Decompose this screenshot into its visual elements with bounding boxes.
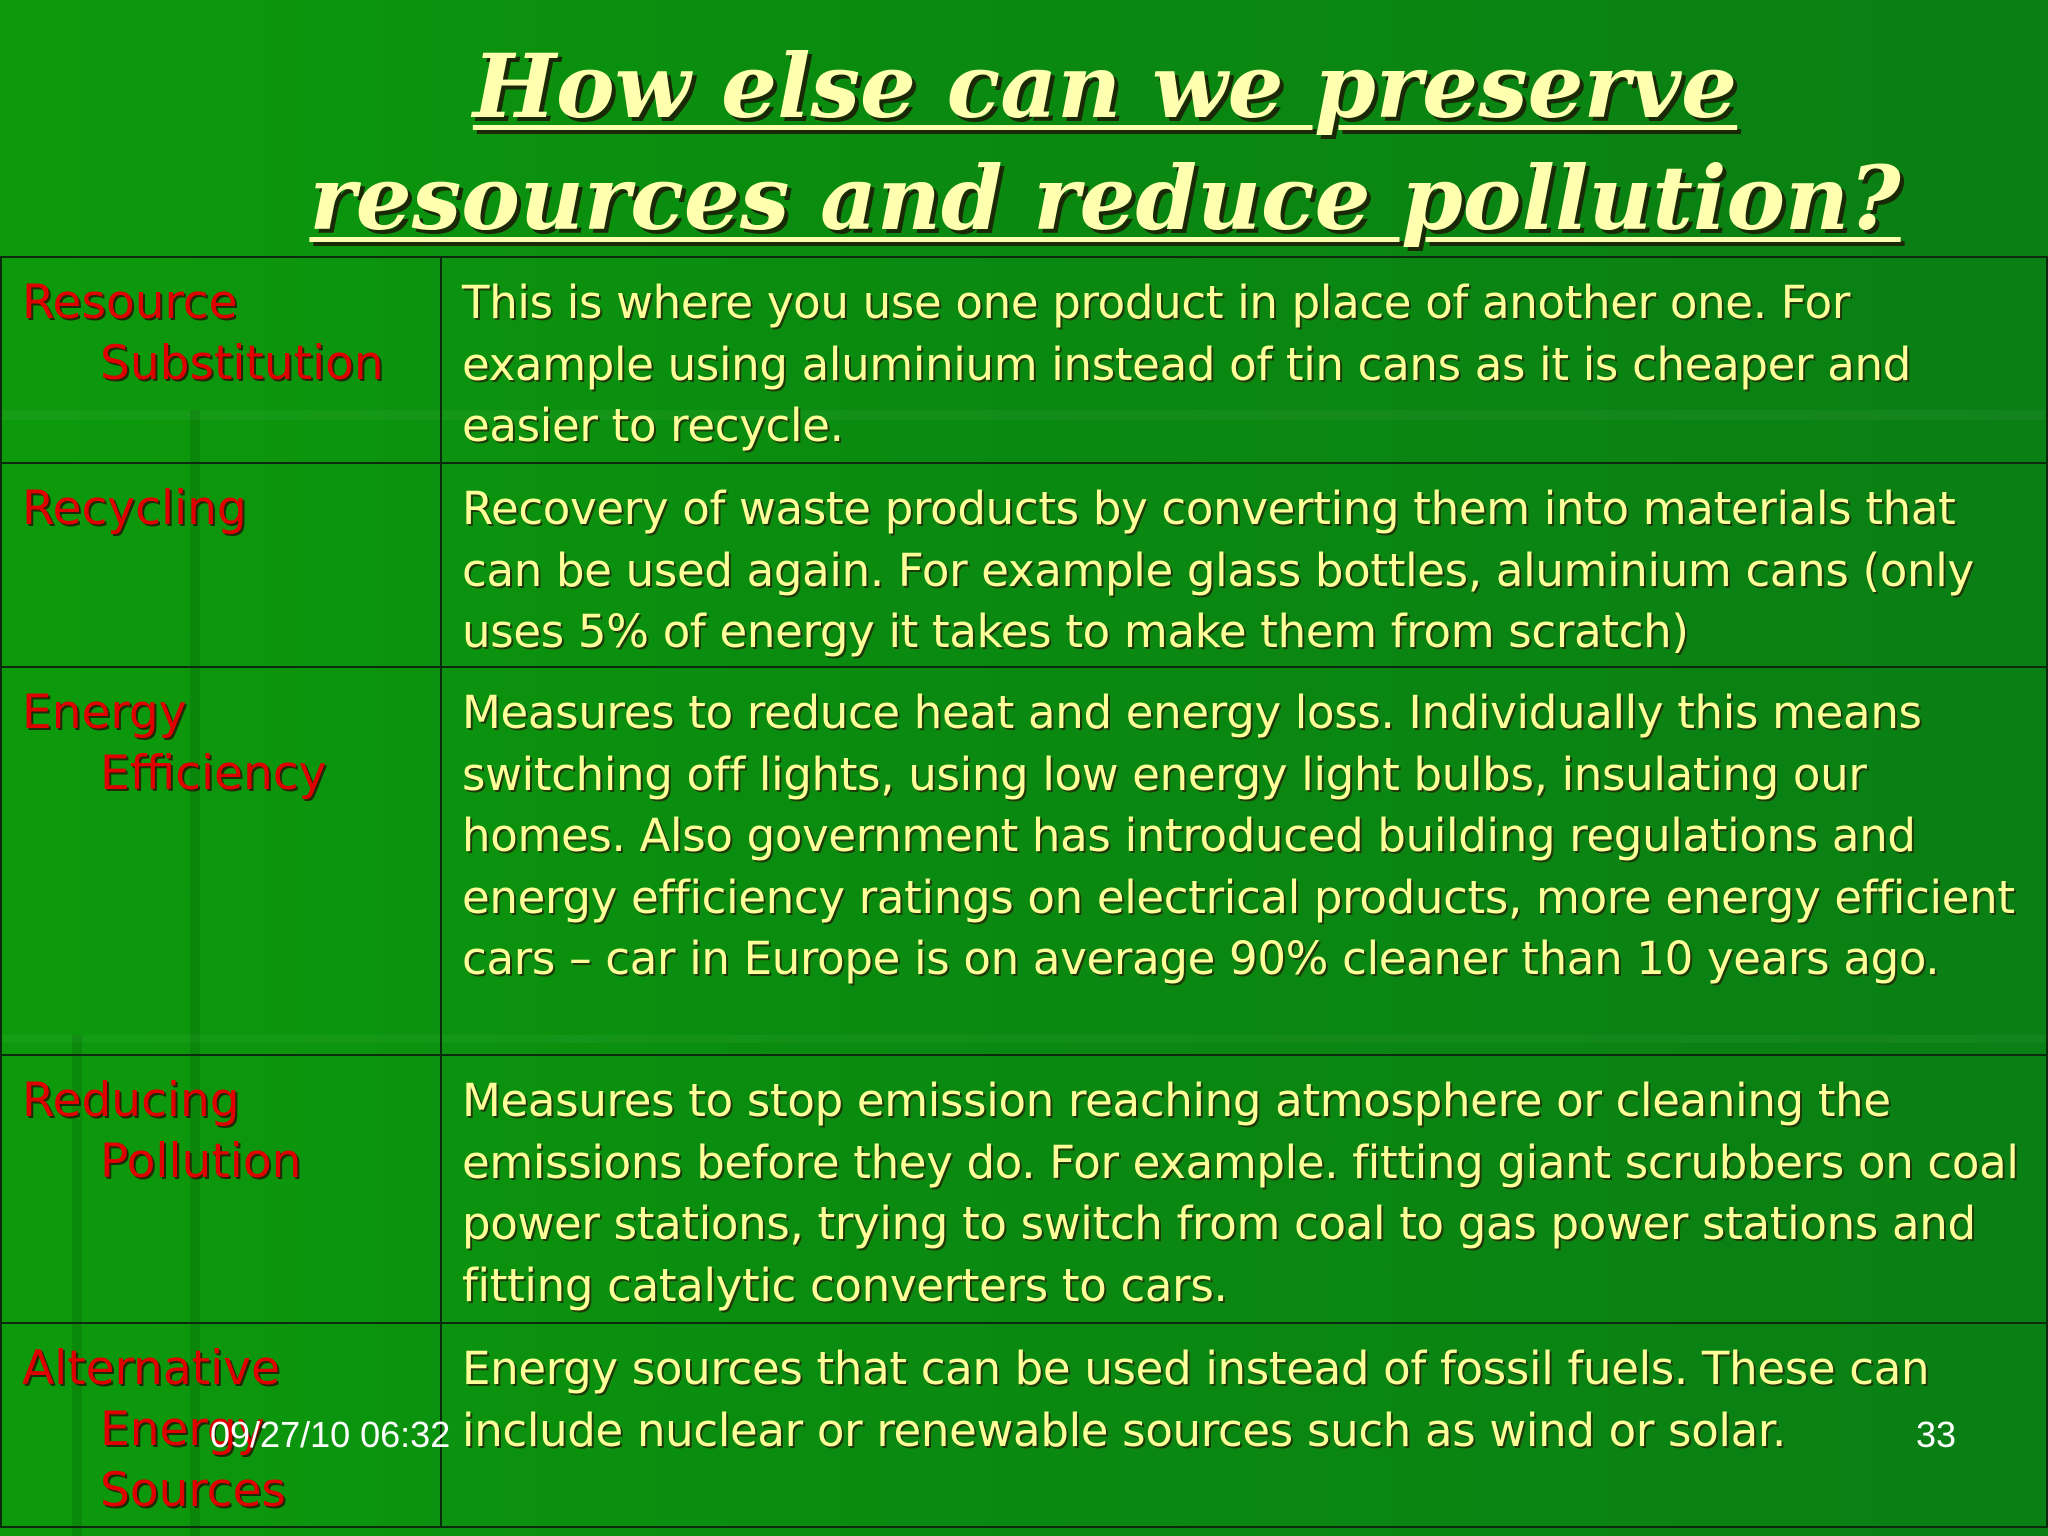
table-row bbox=[1, 257, 2047, 463]
term-label: Alternative bbox=[22, 1341, 280, 1396]
term-label-continued: Energy bbox=[100, 1402, 265, 1457]
term-label-continued: Pollution bbox=[100, 1134, 302, 1189]
term-label-continued: Efficiency bbox=[100, 746, 327, 801]
footer-date: 09/27/10 06:32 bbox=[210, 1414, 451, 1455]
term-label: Recycling bbox=[22, 481, 247, 536]
table-row bbox=[1, 463, 2047, 667]
table-row bbox=[1, 1055, 2047, 1323]
term-label: Resource bbox=[22, 275, 238, 330]
table-row bbox=[1, 667, 2047, 1055]
description-cell: Recovery of waste products by converting them into materials that can be used again. For example glass bottles, aluminium cans (only uses 5% of energy it takes to make them from scratch) bbox=[441, 463, 2047, 667]
term-cell bbox=[1, 667, 441, 1055]
term-label-continued: Substitution bbox=[100, 336, 384, 391]
slide-title: How else can we preserve resources and reduce pollution? bbox=[309, 34, 1901, 250]
description-cell: Measures to stop emission reaching atmosphere or cleaning the emissions before they do. For example. fitting giant scrubbers on coal power stations, trying to switch from coal to gas power stations and fitting catalytic converters to cars. bbox=[441, 1055, 2047, 1323]
term-cell bbox=[1, 257, 441, 463]
description-cell: This is where you use one product in place of another one. For example using aluminium instead of tin cans as it is cheaper and easier to recycle. bbox=[441, 257, 2047, 463]
page-number: 33 bbox=[1916, 1414, 1957, 1455]
term-cell bbox=[1, 1055, 441, 1323]
term-label-continued: Sources bbox=[100, 1463, 286, 1518]
definitions-table bbox=[0, 256, 2048, 1528]
description-cell: Energy sources that can be used instead of fossil fuels. These can include nuclear or renewable sources such as wind or solar. bbox=[441, 1323, 2047, 1527]
term-label: Energy bbox=[22, 685, 187, 740]
term-cell bbox=[1, 463, 441, 667]
term-label: Reducing bbox=[22, 1073, 240, 1128]
description-cell: Measures to reduce heat and energy loss. Individually this means switching off lights, using low energy light bulbs, insulating our homes. Also government has introduced building regulations and energy efficiency ratings on electrical products, more energy efficient cars – car in Europe is on average 90% cleaner than 10 years ago. bbox=[441, 667, 2047, 1055]
